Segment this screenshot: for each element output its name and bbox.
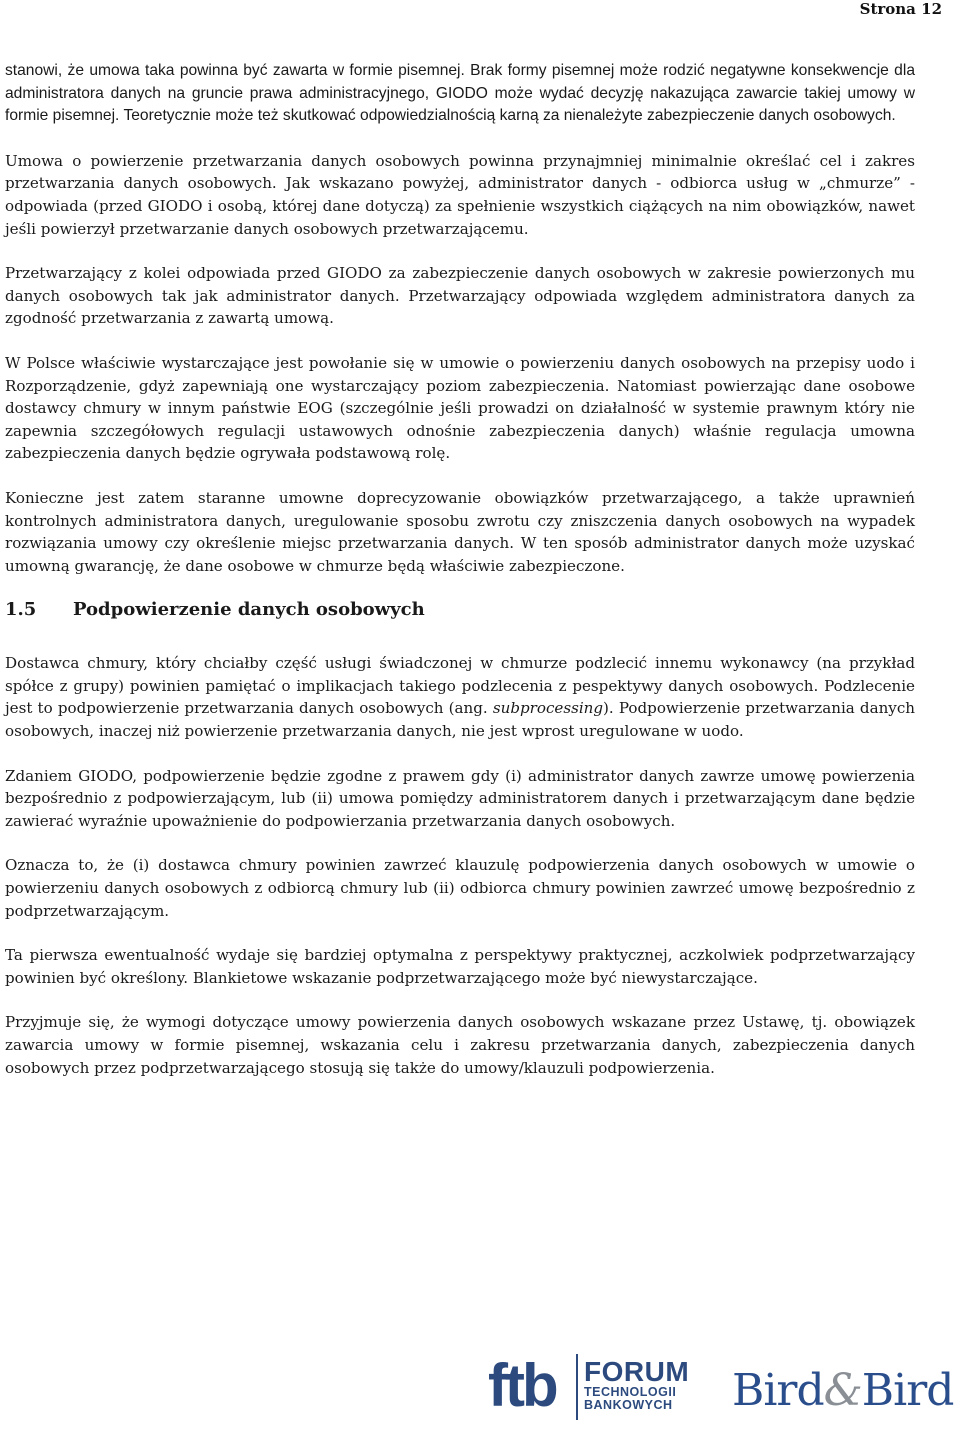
logo-divider: [576, 1354, 578, 1420]
paragraph-first-option: Ta pierwsza ewentualność wydaje się bardziej optymalna z perspektywy praktycznej, aczkolwiek podprzetwarzający powinien być określony. Blankietowe wskazanie podprzetwarzającego może być niewystarczające.: [5, 946, 915, 987]
bb-logo-part1: Bird: [732, 1365, 824, 1416]
document-body: [5, 60, 915, 1101]
paragraph-giodo-opinion: Zdaniem GIODO, podpowierzenie będzie zgodne z prawem gdy (i) administrator danych zawrze umowę powierzenia bezpośrednio z podpowierzającym, lub (ii) umowa pomiędzy administratorem danych i przetwarzającym dane będzie zawierać wyraźnie upoważnienie do podpowierzania przetwarzania danych osobowych.: [5, 766, 915, 830]
paragraph-requirements: Przyjmuje się, że wymogi dotyczące umowy powierzenia danych osobowych wskazane przez Ustawę, tj. obowiązek zawarcia umowy w formie pisemnej, wskazania celu i zakresu przetwarzania danych, zabezpieczenia danych osobowych przez podprzetwarzającego stosują się także do umowy/klauzuli podpowierzenia.: [5, 1013, 915, 1077]
forum-logo-line3: BANKOWYCH: [584, 1398, 673, 1412]
paragraph-contract-precision: Konieczne jest zatem staranne umowne doprecyzowanie obowiązków przetwarzającego, a także uprawnień kontrolnych administratora danych, uregulowanie sposobu zwrotu czy zniszczenia danych osobowych na wypadek rozwiązania umowy czy określenie miejsc przetwarzania danych. W ten sposób administrator danych może uzyskać umowną gwarancję, że dane osobowe w chmurze będą właściwie zabezpieczone.: [5, 488, 915, 575]
bird-and-bird-logo: [732, 1366, 953, 1416]
forum-technologii-bankowych-logo: [584, 1358, 689, 1412]
paragraph-processor-liability: Przetwarzający z kolei odpowiada przed GIODO za zabezpieczenie danych osobowych w zakresie powierzonych mu danych osobowych tak jak administrator danych. Przetwarzający odpowiada względem administratora danych za zgodność przetwarzania z zawartą umową.: [5, 264, 915, 328]
page-number: Strona 12: [859, 0, 942, 18]
paragraph-poland-regulation: W Polsce właściwie wystarczające jest powołanie się w umowie o powierzeniu danych osobowych na przepisy uodo i Rozporządzenie, gdyż zapewniają one wystarczający poziom zabezpieczenia. Natomiast powierzając dane osobowe dostawcy chmury w innym państwie EOG (szczególnie jeśli prowadzi on działalność w systemie prawnym który nie zapewnia szczegółowych regulacji ustawowych odnośnie zabezpieczenia danych) właśnie regulacja umowna zabezpieczenia danych będzie ogrywała podstawową rolę.: [5, 353, 915, 463]
paragraph-meaning: Oznacza to, że (i) dostawca chmury powinien zawrzeć klauzulę podpowierzenia danych osobowych w umowie o powierzeniu danych osobowych z odbiorcą chmury lub (ii) odbiorca chmury powinien zawrzeć umowę bezpośrednio z podprzetwarzającym.: [5, 856, 915, 920]
section-heading: [5, 599, 915, 620]
ftb-logo: ftb: [488, 1352, 556, 1419]
subprocessing-text-start: Dostawca chmury, który chciałby część usługi świadczonej w chmurze podzlecić innemu wykonawcy (na przykład spółce z grupy) powinien pamiętać o implikacjach takiego podzlecenia z pespektywy danych osobowych. Podzlecenie jest to podpowierzenie przetwarzania danych osobowych (ang.: [5, 654, 915, 718]
paragraph-written-form: stanowi, że umowa taka powinna być zawarta w formie pisemnej. Brak formy pisemnej może rodzić negatywne konsekwencje dla administratora danych na gruncie prawa administracyjnego, GIODO może wydać decyzję nakazująca zawarcie takiej umowy w formie pisemnej. Teoretycznie może też skutkować odpowiedzialnością karną za nienależyte zabezpieczenie danych osobowych.: [5, 62, 915, 125]
subprocessing-text-end: ). Podpowierzenie przetwarzania danych osobowych, inaczej niż powierzenie przetwarzania danych, nie jest wprost uregulowane w uodo.: [5, 699, 915, 741]
paragraph-subprocessing-intro: [5, 652, 915, 742]
section-number: 1.5: [5, 599, 37, 621]
bb-logo-ampersand: &: [823, 1365, 862, 1416]
footer-logos: [488, 1352, 960, 1422]
subprocessing-term: subprocessing: [492, 699, 604, 718]
forum-logo-line2: TECHNOLOGII: [584, 1385, 677, 1399]
forum-logo-line1: FORUM: [584, 1356, 690, 1387]
bb-logo-part2: Bird: [861, 1365, 954, 1416]
paragraph-entrustment-agreement: Umowa o powierzenie przetwarzania danych osobowych powinna przynajmniej minimalnie określać cel i zakres przetwarzania danych osobowych. Jak wskazano powyżej, administrator danych - odbiorca usług w „chmurze” - odpowiada (przed GIODO i osobą, której dane dotyczą) za spełnienie wszystkich ciążących na nim obowiązków, nawet jeśli powierzył przetwarzanie danych osobowych przetwarzającemu.: [5, 151, 915, 238]
section-title: Podpowierzenie danych osobowych: [73, 599, 425, 621]
